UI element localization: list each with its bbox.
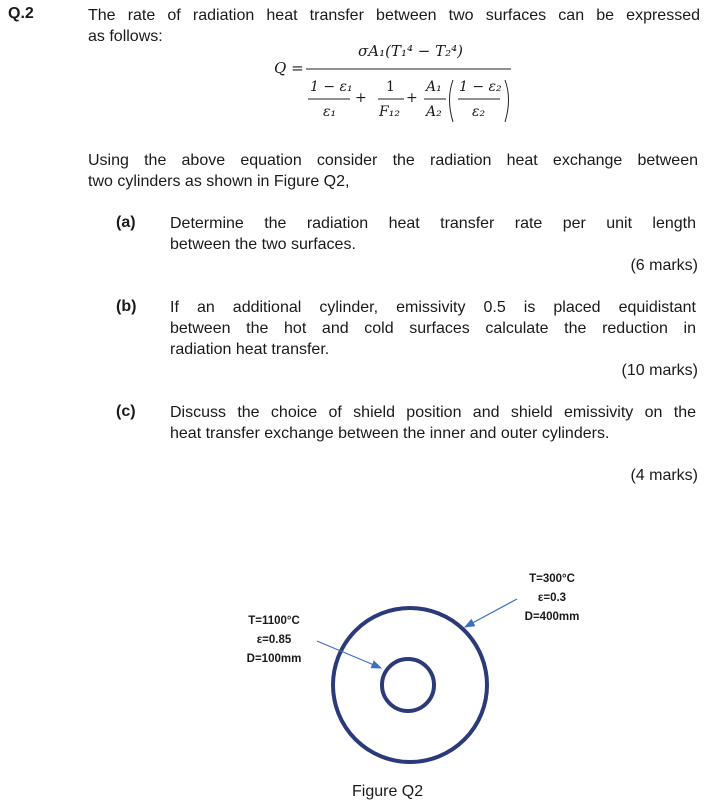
part-b-marks: (10 marks): [621, 362, 698, 379]
part-c-marks: (4 marks): [630, 467, 698, 484]
inner-pointer-arrow: [317, 641, 381, 668]
part-b-line: between the hot and cold surfaces calculate the reduction in: [170, 320, 696, 337]
inner-cylinder: [382, 659, 434, 711]
intro-line-1: The rate of radiation heat transfer between two surfaces can be expressed: [88, 7, 700, 24]
inner-diameter: D=100mm: [246, 653, 302, 665]
term4-numerator: 1 − ε₂: [459, 79, 502, 95]
term3-numerator: A₁: [426, 79, 442, 95]
term2-denominator: F₁₂: [379, 104, 400, 120]
context-line-1: Using the above equation consider the radiation heat exchange between: [88, 152, 698, 169]
part-a-line: Determine the radiation heat transfer rate per unit length: [170, 215, 696, 232]
outer-diameter: D=400mm: [524, 611, 580, 623]
plus-sign-1: +: [355, 90, 367, 106]
equation-numerator: σA₁(T₁⁴ − T₂⁴): [358, 42, 463, 60]
part-c-line: Discuss the choice of shield position and shield emissivity on the: [170, 404, 696, 421]
plus-sign-2: +: [406, 90, 418, 106]
outer-cylinder: [333, 608, 487, 762]
part-c-label: (c): [116, 403, 136, 420]
part-b-line: radiation heat transfer.: [170, 341, 330, 358]
figure-caption: Figure Q2: [352, 783, 424, 800]
part-b-label: (b): [116, 298, 137, 315]
term1-numerator: 1 − ε₁: [310, 79, 353, 95]
part-a-line: between the two surfaces.: [170, 236, 356, 253]
equation-lhs: Q =: [274, 59, 304, 77]
part-a-marks: (6 marks): [630, 257, 698, 274]
term4-denominator: ε₂: [472, 104, 486, 120]
inner-emissivity: ε=0.85: [256, 634, 292, 646]
outer-cylinder-label: [510, 570, 594, 627]
inner-temperature: T=1100°C: [248, 615, 300, 627]
question-number: Q.2: [8, 5, 34, 22]
part-b-line: If an additional cylinder, emissivity 0.5 is placed equidistant: [170, 299, 696, 316]
context-line-2: two cylinders as shown in Figure Q2,: [88, 173, 350, 190]
term1-denominator: ε₁: [323, 104, 337, 120]
intro-line-2: as follows:: [88, 28, 163, 45]
outer-temperature: T=300°C: [529, 573, 575, 585]
part-a-label: (a): [116, 214, 136, 231]
part-c-line: heat transfer exchange between the inner and outer cylinders.: [170, 425, 610, 442]
outer-emissivity: ε=0.3: [537, 592, 567, 604]
term2-numerator: 1: [386, 79, 395, 95]
inner-cylinder-label: [232, 612, 316, 669]
term3-denominator: A₂: [426, 104, 442, 120]
